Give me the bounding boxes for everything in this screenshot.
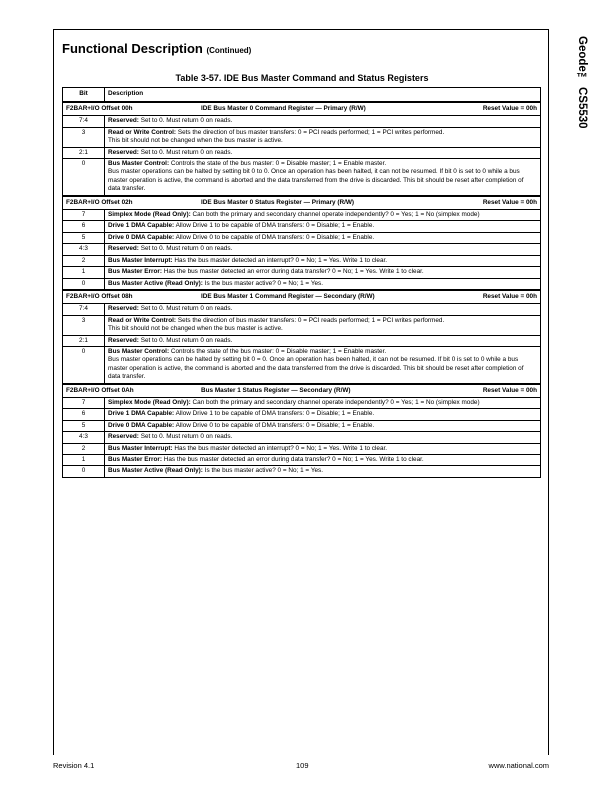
register-header-row [63, 290, 541, 304]
description-cell [105, 232, 541, 243]
register-header-cell [63, 196, 541, 210]
field-name: Drive 1 DMA Capable: [108, 222, 175, 230]
field-note: This bit should not be changed when the bus master is active. [108, 325, 283, 333]
bit-cell: 4:3 [63, 432, 105, 443]
description-cell [105, 432, 541, 443]
bit-cell: 6 [63, 221, 105, 232]
bit-cell: 1 [63, 455, 105, 466]
description-cell [105, 315, 541, 335]
table-row [63, 255, 541, 266]
section-continued: (Continued) [206, 46, 252, 55]
field-name: Reserved: [108, 305, 139, 313]
bit-cell: 7 [63, 210, 105, 221]
footer-page-number: 109 [296, 761, 309, 770]
table-row [63, 304, 541, 315]
field-name: Drive 0 DMA Capable: [108, 233, 175, 241]
register-table [62, 87, 541, 478]
description-cell [105, 244, 541, 255]
bit-cell: 0 [63, 466, 105, 477]
field-name: Reserved: [108, 245, 139, 253]
register-reset-value: Reset Value = 00h [482, 292, 537, 300]
field-description: Set to 0. Must return 0 on reads. [140, 433, 233, 441]
description-cell [105, 116, 541, 127]
field-name: Bus Master Error: [108, 268, 162, 276]
field-description: Can both the primary and secondary channel operate independently? 0 = Yes; 1 = No (simplex mode) [192, 211, 480, 219]
bit-cell: 7 [63, 397, 105, 408]
bit-cell: 7:4 [63, 116, 105, 127]
field-description: Set to 0. Must return 0 on reads. [140, 305, 233, 313]
register-header-cell [63, 102, 541, 116]
description-cell [105, 267, 541, 278]
register-header-cell [63, 290, 541, 304]
field-description: Allow Drive 0 to be capable of DMA transfers: 0 = Disable; 1 = Enable. [175, 233, 375, 241]
field-description: Allow Drive 1 to be capable of DMA transfers: 0 = Disable; 1 = Enable. [175, 222, 375, 230]
bit-cell: 2:1 [63, 147, 105, 158]
description-cell [105, 278, 541, 290]
field-note: Bus master operations can be halted by setting bit 0 = 0. Once an operation has been halted, it can not be resumed. If bit 0 is set to 0 while a bus master operation is active, the command is aborted and the data transferred from the drive is discarded. This bit should be reset after completion of data transfer. [108, 356, 524, 381]
field-name: Read or Write Control: [108, 316, 177, 324]
register-offset: F2BAR+I/O Offset 0Ah [66, 386, 134, 394]
field-name: Drive 1 DMA Capable: [108, 410, 175, 418]
register-header-cell [63, 384, 541, 398]
table-row [63, 210, 541, 221]
description-cell [105, 159, 541, 196]
field-name: Simplex Mode (Read Only): [108, 211, 191, 219]
field-name: Reserved: [108, 117, 139, 125]
table-row [63, 232, 541, 243]
field-description: Has the bus master detected an error during data transfer? 0 = No; 1 = Yes. Write 1 to clear. [163, 456, 424, 463]
field-name: Bus Master Control: [108, 160, 170, 168]
table-row [63, 432, 541, 443]
field-name: Reserved: [108, 336, 139, 344]
description-cell [105, 420, 541, 431]
field-description: Set to 0. Must return 0 on reads. [140, 245, 233, 253]
table-row [63, 221, 541, 232]
table-row [63, 159, 541, 196]
description-cell [105, 210, 541, 221]
bit-cell: 0 [63, 346, 105, 383]
table-caption: Table 3-57. IDE Bus Master Command and Status Registers [175, 73, 429, 83]
bit-cell: 3 [63, 127, 105, 147]
footer-website: www.national.com [488, 761, 549, 770]
field-name: Reserved: [108, 148, 139, 156]
field-description: Allow Drive 0 to be capable of DMA transfers: 0 = Disable; 1 = Enable. [175, 421, 375, 429]
bit-cell: 1 [63, 267, 105, 278]
register-offset: F2BAR+I/O Offset 00h [66, 105, 133, 112]
field-name: Bus Master Control: [108, 347, 170, 355]
column-header-description: Description [105, 88, 541, 103]
description-cell [105, 255, 541, 266]
description-cell [105, 409, 541, 420]
field-note: This bit should not be changed when the bus master is active. [108, 137, 283, 145]
field-name: Bus Master Active (Read Only): [108, 279, 203, 287]
register-reset-value: Reset Value = 00h [482, 386, 537, 394]
register-title: IDE Bus Master 1 Command Register — Secondary (R/W) [201, 292, 375, 300]
bit-cell: 4:3 [63, 244, 105, 255]
table-row [63, 397, 541, 408]
table-row [63, 116, 541, 127]
table-row [63, 335, 541, 346]
bit-cell: 0 [63, 159, 105, 196]
field-description: Allow Drive 1 to be capable of DMA transfers: 0 = Disable; 1 = Enable. [175, 410, 375, 418]
bit-cell: 2:1 [63, 335, 105, 346]
field-name: Reserved: [108, 433, 139, 441]
register-header-row [63, 384, 541, 398]
bit-cell: 5 [63, 232, 105, 243]
field-description: Sets the direction of bus master transfers: 0 = PCI reads performed; 1 = PCI writes performed. [177, 316, 445, 324]
side-title: Geode™ CS5530 [576, 36, 588, 129]
register-title: IDE Bus Master 0 Command Register — Primary (R/W) [201, 105, 366, 112]
field-description: Has the bus master detected an interrupt? 0 = No; 1 = Yes. Write 1 to clear. [174, 444, 388, 452]
field-name: Bus Master Active (Read Only): [108, 467, 203, 475]
field-name: Bus Master Error: [108, 456, 162, 463]
table-row [63, 443, 541, 454]
field-description: Is the bus master active? 0 = No; 1 = Yes. [204, 279, 324, 287]
table-row [63, 315, 541, 335]
table-row [63, 455, 541, 466]
bit-cell: 2 [63, 443, 105, 454]
field-name: Bus Master Interrupt: [108, 444, 173, 452]
register-offset: F2BAR+I/O Offset 08h [66, 292, 133, 300]
table-row [63, 278, 541, 290]
field-description: Has the bus master detected an error during data transfer? 0 = No; 1 = Yes. Write 1 to clear. [163, 268, 424, 276]
section-title [62, 41, 251, 56]
table-row [63, 346, 541, 383]
description-cell [105, 466, 541, 477]
register-reset-value: Reset Value = 00h [482, 105, 537, 112]
register-title: IDE Bus Master 0 Status Register — Primary (R/W) [201, 198, 355, 206]
table-row [63, 409, 541, 420]
bit-cell: 0 [63, 278, 105, 290]
description-cell [105, 443, 541, 454]
table-row [63, 466, 541, 477]
field-description: Can both the primary and secondary channel operate independently? 0 = Yes; 1 = No (simplex mode) [192, 398, 480, 406]
table-row [63, 147, 541, 158]
table-row [63, 267, 541, 278]
field-description: Set to 0. Must return 0 on reads. [140, 117, 233, 125]
field-description: Set to 0. Must return 0 on reads. [140, 336, 233, 344]
field-name: Simplex Mode (Read Only): [108, 398, 191, 406]
bit-cell: 2 [63, 255, 105, 266]
table-row [63, 244, 541, 255]
description-cell [105, 455, 541, 466]
footer-revision: Revision 4.1 [53, 761, 95, 770]
bit-cell: 7:4 [63, 304, 105, 315]
description-cell [105, 221, 541, 232]
description-cell [105, 147, 541, 158]
bit-cell: 3 [63, 315, 105, 335]
field-description: Controls the state of the bus master: 0 = Disable master; 1 = Enable master. [170, 347, 387, 355]
field-description: Controls the state of the bus master: 0 = Disable master; 1 = Enable master. [170, 160, 387, 168]
bit-cell: 6 [63, 409, 105, 420]
register-title: Bus Master 1 Status Register — Secondary (R/W) [201, 386, 351, 394]
description-cell [105, 346, 541, 383]
field-description: Has the bus master detected an interrupt? 0 = No; 1 = Yes. Write 1 to clear. [174, 256, 388, 264]
section-title-text: Functional Description [62, 41, 203, 56]
field-description: Set to 0. Must return 0 on reads. [140, 148, 233, 156]
field-name: Drive 0 DMA Capable: [108, 421, 175, 429]
register-offset: F2BAR+I/O Offset 02h [66, 198, 133, 206]
bit-cell: 5 [63, 420, 105, 431]
field-description: Is the bus master active? 0 = No; 1 = Yes. [204, 467, 324, 475]
table-row [63, 420, 541, 431]
table-row [63, 127, 541, 147]
register-table-body [63, 102, 541, 477]
description-cell [105, 397, 541, 408]
description-cell [105, 304, 541, 315]
description-cell [105, 127, 541, 147]
column-header-bit: Bit [63, 88, 105, 103]
register-header-row [63, 196, 541, 210]
field-description: Sets the direction of bus master transfers: 0 = PCI reads performed; 1 = PCI writes performed. [177, 128, 445, 136]
description-cell [105, 335, 541, 346]
field-name: Read or Write Control: [108, 128, 177, 136]
field-note: Bus master operations can be halted by setting bit 0 to 0. Once an operation has been halted, it can not be resumed. If bit 0 is set to 0 while a bus master operation is active, the command is aborted and the data transferred from the drive is discarded. This bit should be reset after completion of data transfer. [108, 168, 524, 193]
register-reset-value: Reset Value = 00h [482, 198, 537, 206]
field-name: Bus Master Interrupt: [108, 256, 173, 264]
register-header-row [63, 102, 541, 116]
